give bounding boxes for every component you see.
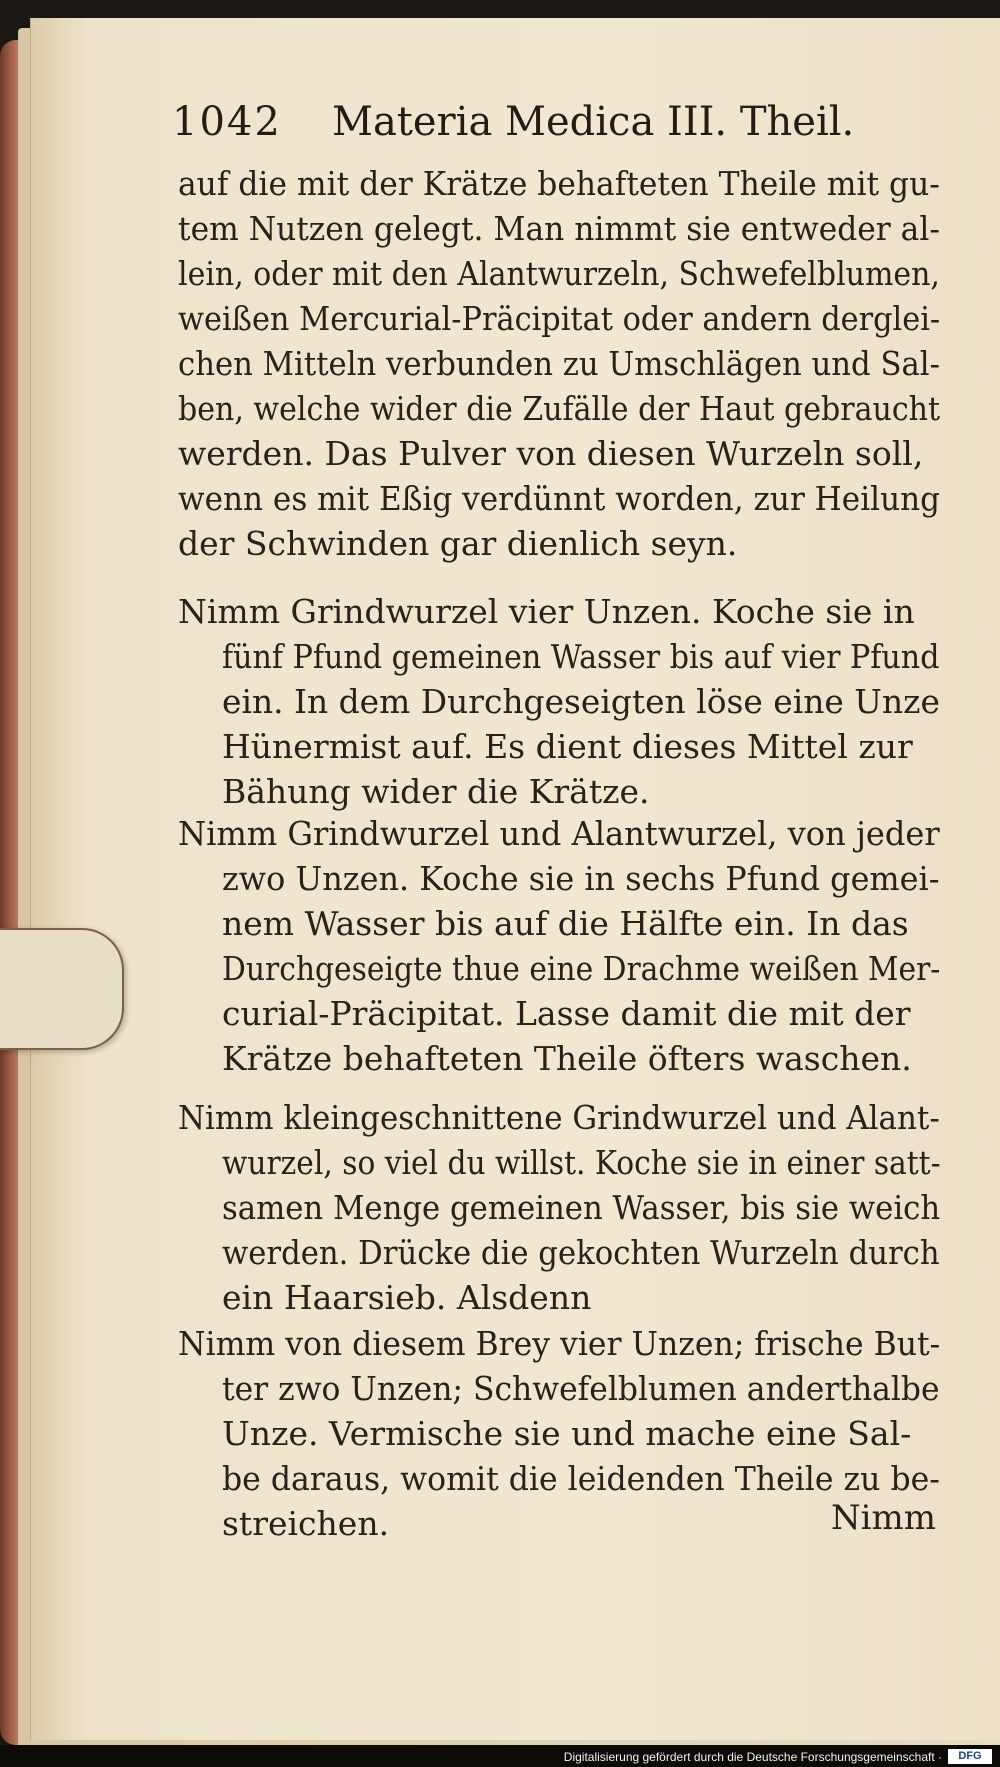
- text-line: Bähung wider die Krätze.: [222, 772, 650, 811]
- text-line: Hünermist auf. Es dient dieses Mittel zur: [222, 727, 913, 766]
- text-line: be daraus, womit die leidenden Theile zu be-: [222, 1459, 940, 1498]
- text-line: werden. Drücke die gekochten Wurzeln durch: [222, 1233, 940, 1272]
- text-line: fünf Pfund gemeinen Wasser bis auf vier Pfund: [222, 637, 940, 676]
- text-line: Nimm Grindwurzel vier Unzen. Koche sie in: [178, 592, 915, 631]
- text-line: wenn es mit Eßig verdünnt worden, zur Heilung: [178, 479, 941, 518]
- text-line: curial-Präcipitat. Lasse damit die mit der: [222, 994, 911, 1033]
- digitization-credit: Digitalisierung gefördert durch die Deutsche Forschungsgemeinschaft ·: [563, 1750, 942, 1764]
- text-line: Nimm von diesem Brey vier Unzen; frische But-: [178, 1324, 941, 1363]
- text-line: Nimm Grindwurzel und Alantwurzel, von jeder: [178, 814, 940, 853]
- text-line: nem Wasser bis auf die Hälfte ein. In das: [222, 904, 909, 943]
- text-line: Unze. Vermische sie und mache eine Sal-: [222, 1414, 912, 1453]
- text-line: Nimm kleingeschnittene Grindwurzel und Alant-: [178, 1098, 940, 1137]
- text-line: tem Nutzen gelegt. Man nimmt sie entweder al-: [178, 209, 940, 248]
- text-line: Krätze behafteten Theile öfters waschen.: [222, 1039, 912, 1078]
- text-line: lein, oder mit den Alantwurzeln, Schwefelblumen,: [178, 254, 940, 293]
- text-line: der Schwinden gar dienlich seyn.: [178, 524, 738, 563]
- footer-bar: [0, 1745, 1000, 1767]
- text-line: samen Menge gemeinen Wasser, bis sie weich: [222, 1188, 941, 1227]
- text-line: ein Haarsieb. Alsdenn: [222, 1278, 592, 1317]
- text-line: weißen Mercurial-Präcipitat oder andern derglei-: [178, 299, 941, 338]
- page-number: 1042: [172, 99, 282, 145]
- text-line: streichen.: [222, 1504, 390, 1543]
- text-line: ter zwo Unzen; Schwefelblumen anderthalbe: [222, 1369, 940, 1408]
- text-line: ein. In dem Durchgeseigten löse eine Unze: [222, 682, 940, 721]
- running-title: Materia Medica III. Theil.: [332, 99, 855, 145]
- text-line: Durchgeseigte thue eine Drachme weißen Mer-: [222, 949, 941, 988]
- text-line: auf die mit der Krätze behafteten Theile mit gu-: [178, 164, 940, 203]
- text-line: zwo Unzen. Koche sie in sechs Pfund gemei-: [222, 859, 940, 898]
- text-line: chen Mitteln verbunden zu Umschlägen und Sal-: [178, 344, 940, 383]
- text-line: werden. Das Pulver von diesen Wurzeln soll,: [178, 434, 924, 473]
- catchword: Nimm: [830, 1498, 936, 1538]
- text-line: wurzel, so viel du willst. Koche sie in einer satt-: [222, 1143, 941, 1182]
- text-line: ben, welche wider die Zufälle der Haut gebraucht: [178, 389, 941, 428]
- dfg-logo-icon: DFG: [948, 1749, 992, 1764]
